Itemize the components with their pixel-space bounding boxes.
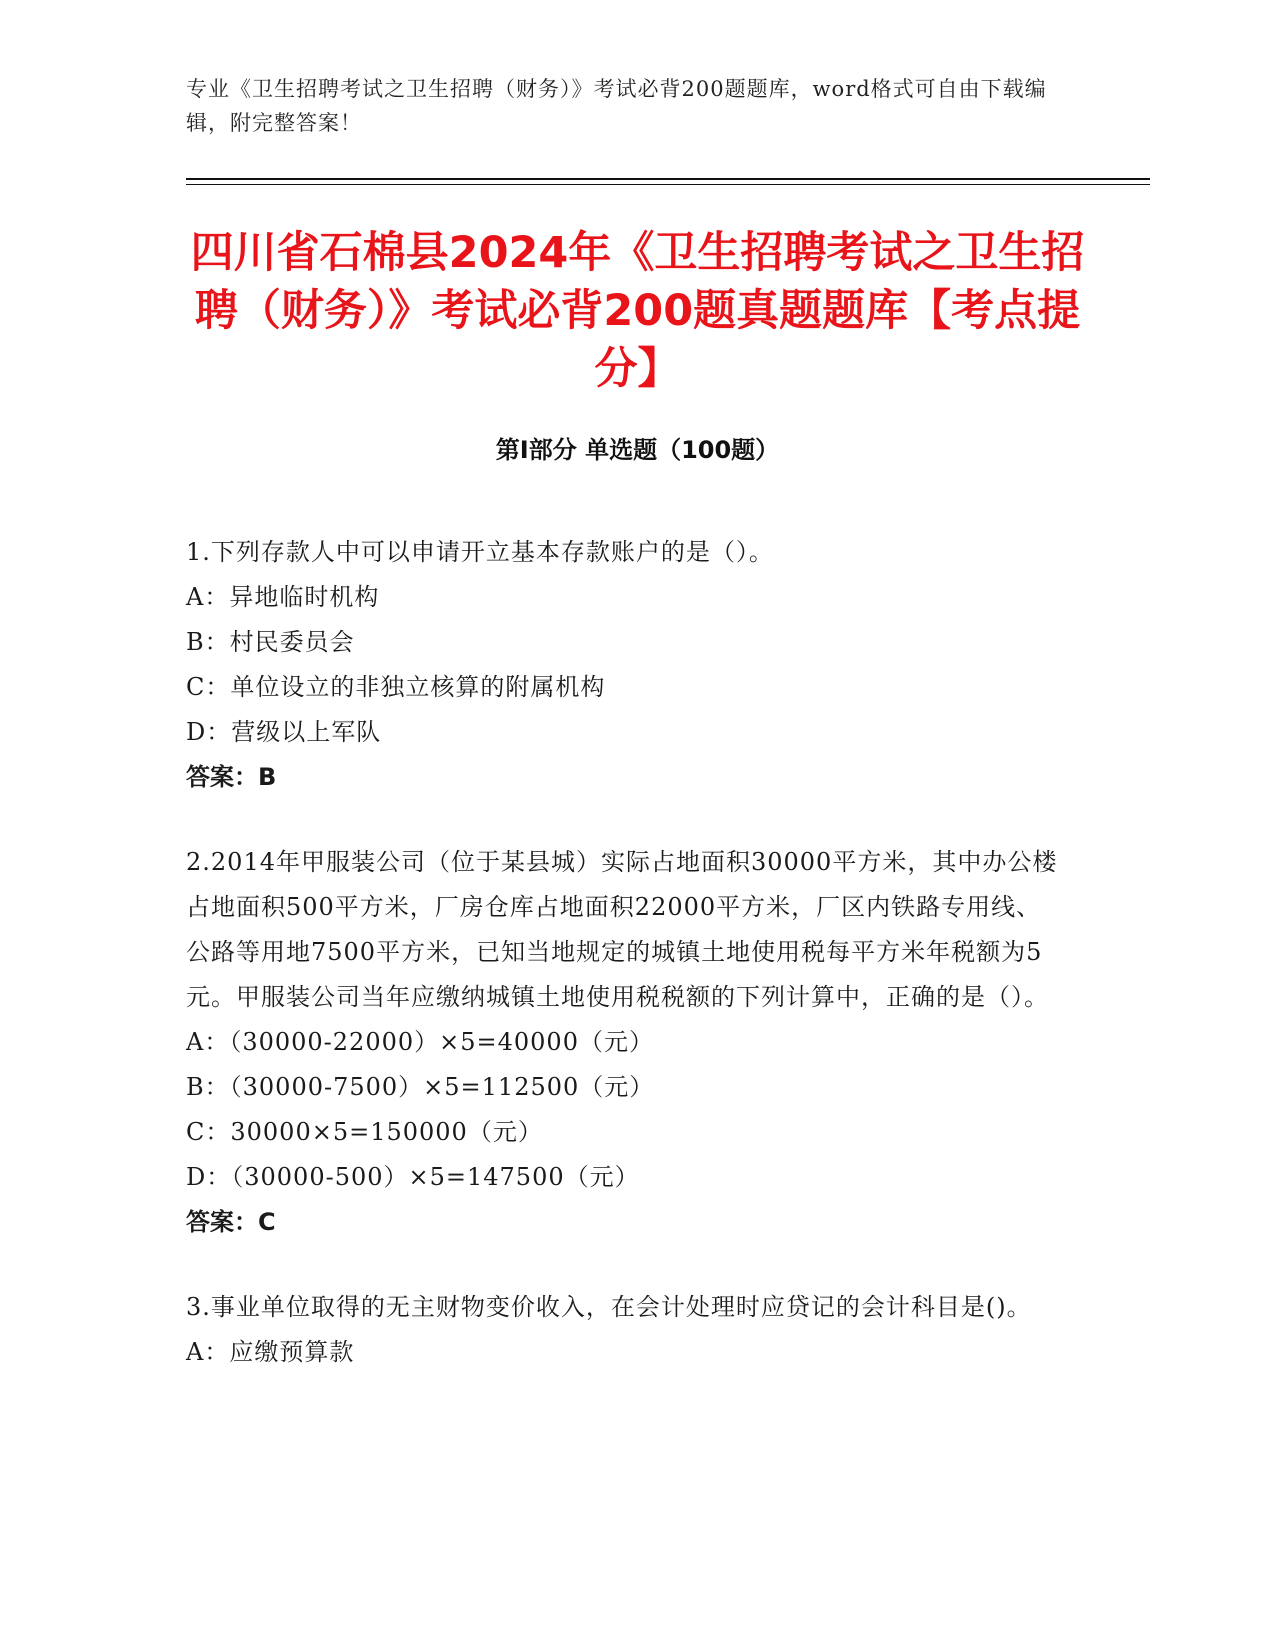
question-1 — [186, 530, 1066, 800]
option-b: B：（30000-7500）×5=112500（元） — [186, 1073, 655, 1101]
option-b: B：村民委员会 — [186, 628, 355, 656]
option-c: C：单位设立的非独立核算的附属机构 — [186, 673, 606, 701]
question-stem: 1.下列存款人中可以申请开立基本存款账户的是（）。 — [186, 538, 774, 566]
option-d: D：营级以上军队 — [186, 718, 382, 746]
question-2 — [186, 840, 1066, 1245]
option-a: A：（30000-22000）×5=40000（元） — [186, 1028, 654, 1056]
header-note: 专业《卫生招聘考试之卫生招聘（财务）》考试必背200题题库，word格式可自由下载编辑，附完整答案！ — [186, 77, 1047, 135]
section-title: 第Ⅰ部分 单选题（100题） — [495, 436, 780, 464]
question-list — [186, 530, 1066, 1415]
document-title: 四川省石棉县2024年《卫生招聘考试之卫生招聘（财务）》考试必背200题真题题库【考点提分】 — [190, 228, 1085, 394]
option-a: A：异地临时机构 — [186, 583, 380, 611]
question-stem: 3.事业单位取得的无主财物变价收入，在会计处理时应贷记的会计科目是()。 — [186, 1293, 1032, 1321]
option-a: A：应缴预算款 — [186, 1338, 355, 1366]
question-3 — [186, 1285, 1066, 1375]
header-divider-thick — [186, 178, 1150, 180]
answer-text: 答案：B — [186, 763, 277, 791]
question-stem: 2.2014年甲服装公司（位于某县城）实际占地面积30000平方米，其中办公楼占地面积500平方米，厂房仓库占地面积22000平方米，厂区内铁路专用线、公路等用地7500平方米，已知当地规定的城镇土地使用税每平方米年税额为5元。甲服装公司当年应缴纳城镇土地使用税税额的下列计算中，正确的是（）。 — [186, 848, 1058, 1011]
option-c: C：30000×5=150000（元） — [186, 1118, 543, 1146]
option-d: D：（30000-500）×5=147500（元） — [186, 1163, 640, 1191]
answer-text: 答案：C — [186, 1208, 276, 1236]
header-divider-thin — [186, 184, 1150, 185]
